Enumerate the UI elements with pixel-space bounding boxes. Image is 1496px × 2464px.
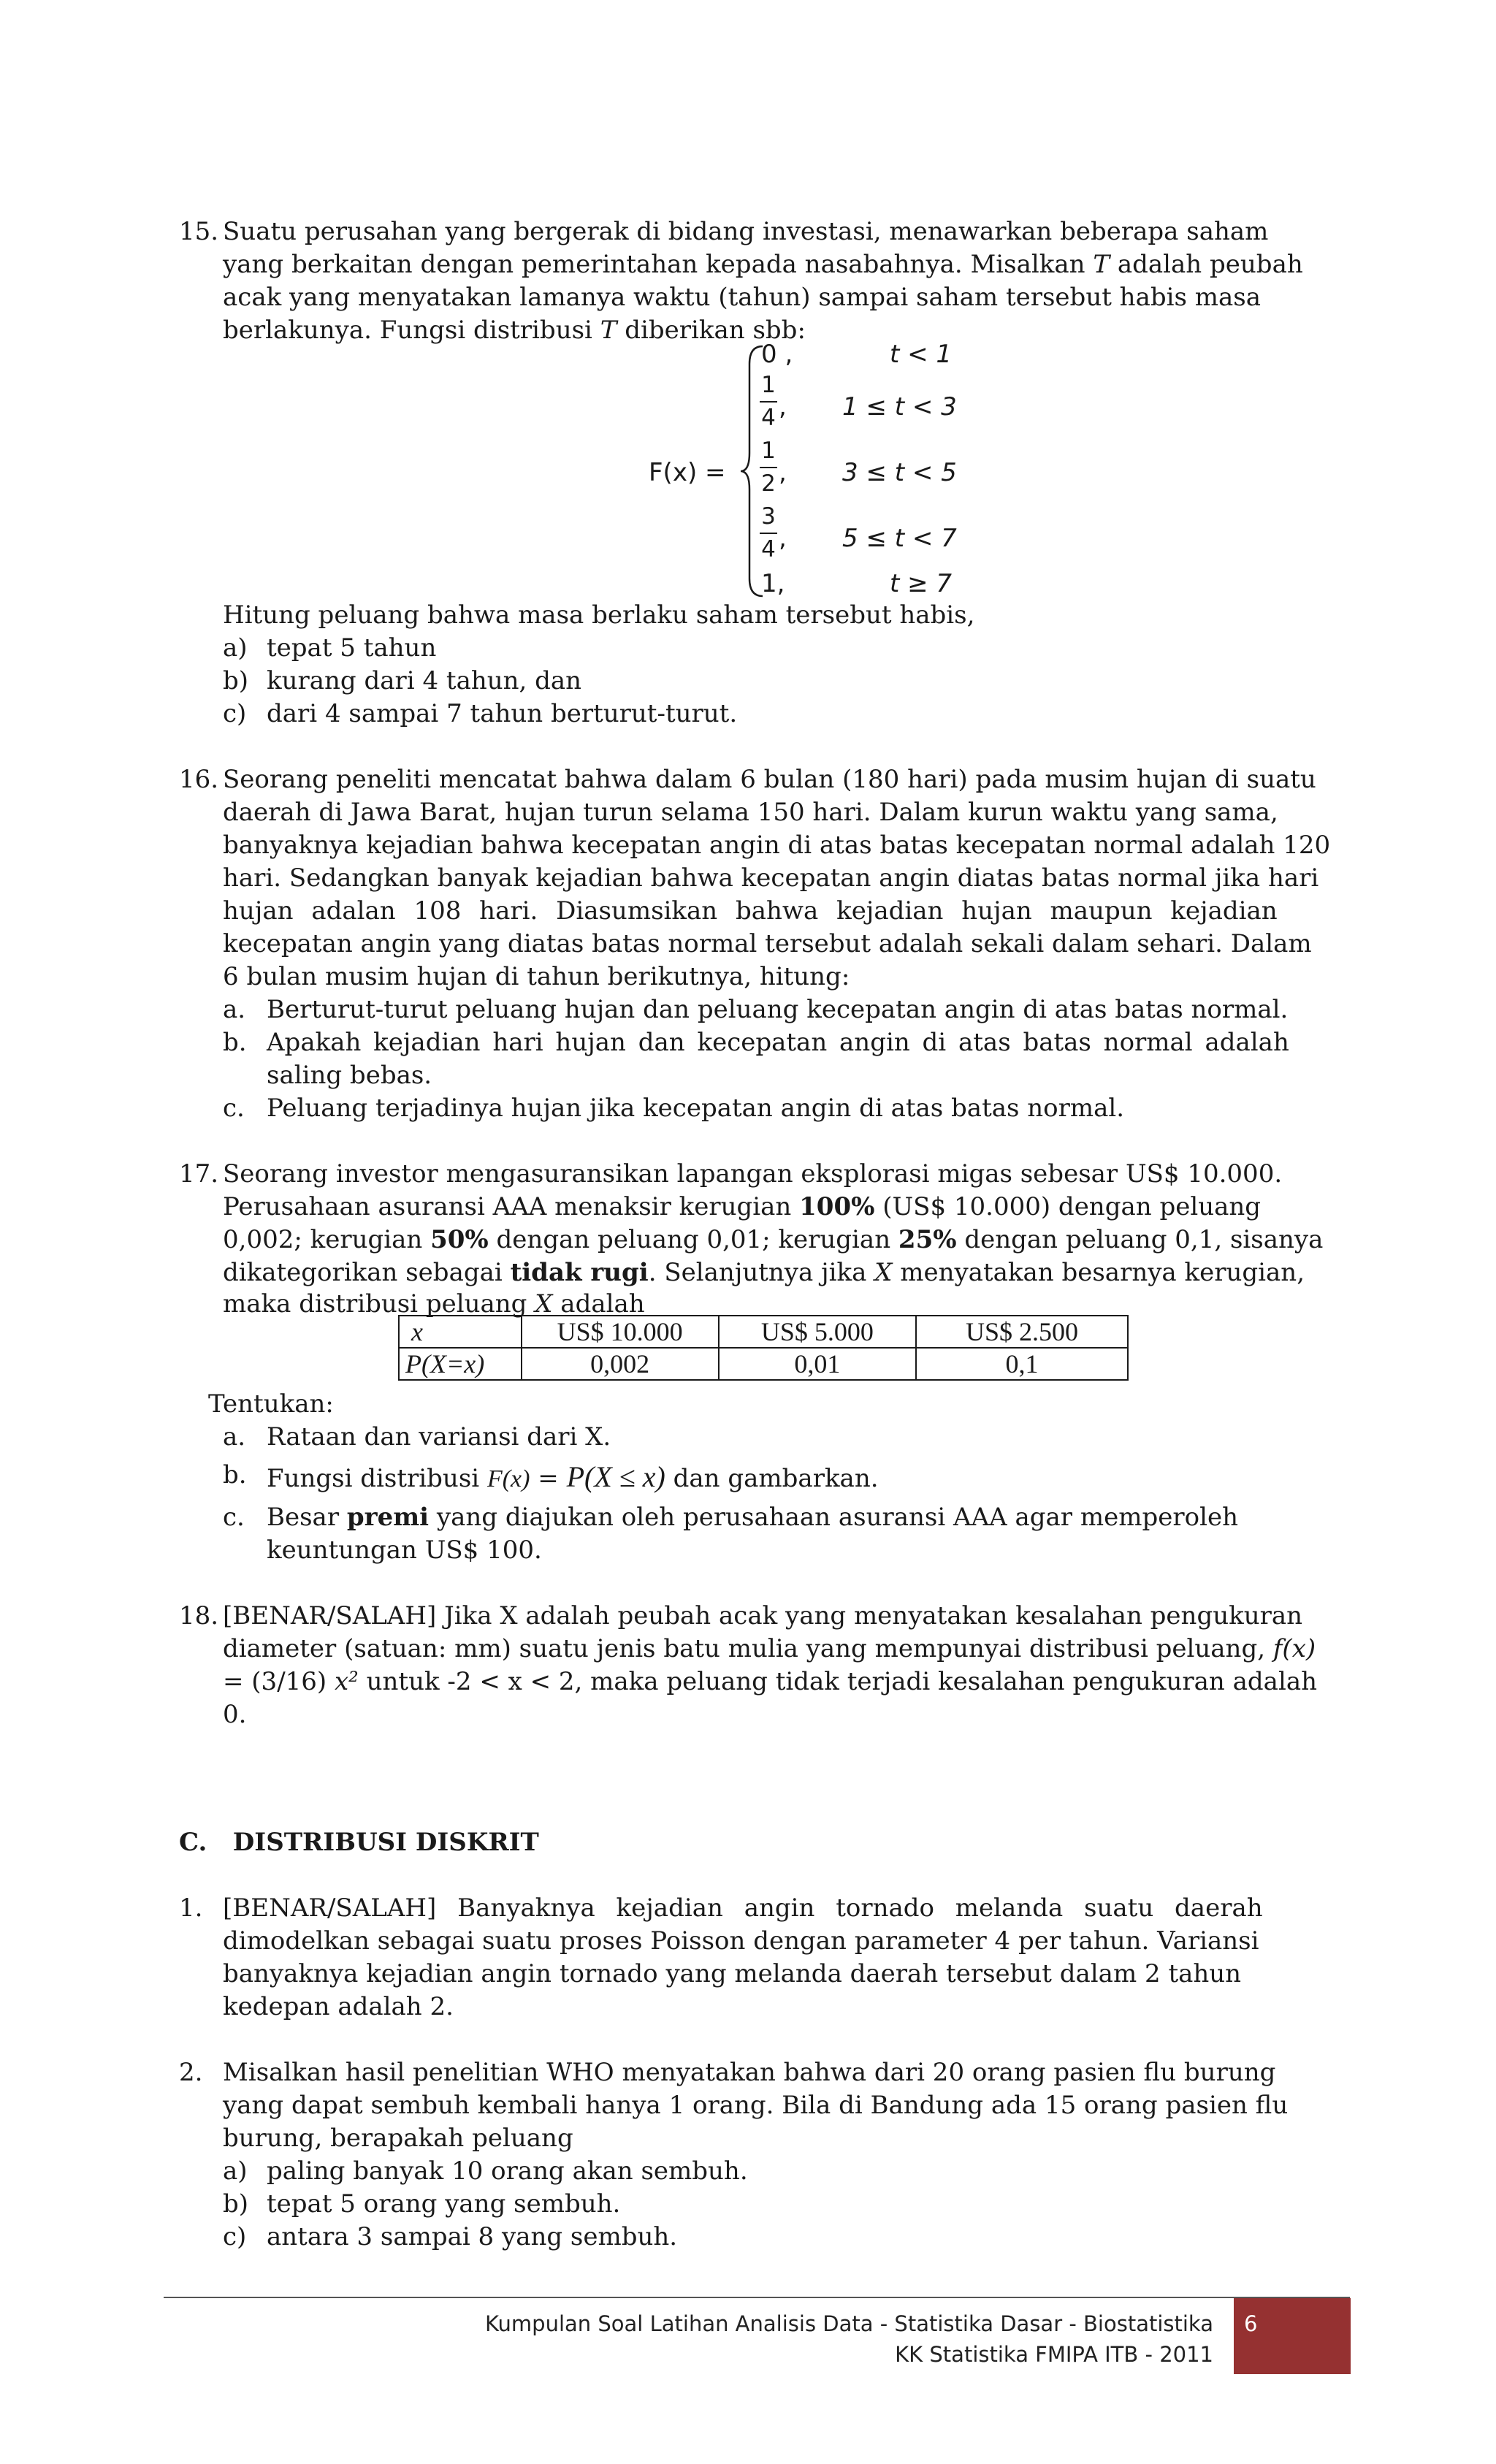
case-4-numerator: 3 [761,503,776,530]
case-2-comma: , [779,392,787,422]
case-3-comma: , [779,458,787,487]
c2-item-c-label: c) [223,2222,247,2251]
q17-item-c-rest: yang diajukan oleh perusahaan asuransi AAA agar memperoleh [436,1503,1238,1532]
q17-line-3 [223,1227,1323,1252]
q17-line-5 [223,1289,645,1319]
c2-item-b-label: b) [223,2189,249,2219]
q15-line-2 [223,252,1303,277]
c1-line-1: [BENAR/SALAH] Banyaknya kejadian angin tornado melanda suatu daerah [223,1893,1263,1923]
case-4-denominator: 4 [761,536,776,562]
footer-rule [164,2297,1350,2298]
case-4-comma: , [779,524,787,553]
q16-line-6: kecepatan angin yang diatas batas normal tersebut adalah sekali dalam sehari. Dalam [223,929,1312,958]
q15-line-1 [223,219,1337,244]
footer-subtitle: KK Statistika FMIPA ITB - 2011 [895,2342,1213,2367]
q18-line-2 [223,1636,1316,1661]
case-2-numerator: 1 [761,372,776,398]
q17-item-b-label: b. [223,1460,247,1490]
q17-item-c-text: Besar [267,1503,340,1532]
q15-item-b-label: b) [223,666,249,695]
q18-line-3 [223,1669,1317,1694]
q17-line-2a: Perusahaan asuransi AAA menaksir kerugian [223,1192,792,1221]
q16-line-2: daerah di Jawa Barat, hujan turun selama 150 hari. Dalam kurun waktu yang sama, [223,798,1278,827]
table-cell: US$ 5.000 [719,1316,916,1348]
q16-line-3: banyaknya kejadian bahwa kecepatan angin di atas batas kecepatan normal adalah 120 [223,831,1331,860]
q18-line-3c: untuk -2 < x < 2, maka peluang tidak terjadi kesalahan pengukuran adalah [366,1667,1317,1696]
case-3-denominator: 2 [761,470,776,497]
q17-no-loss: tidak rugi [510,1258,649,1287]
q17-line-3c: dengan peluang 0,01; kerugian [496,1225,891,1254]
case-4-condition: 5 ≤ t < 7 [842,524,957,553]
table-cell: P(X=x) [399,1348,522,1380]
q16-item-a-label: a. [223,995,246,1024]
page-number: 6 [1244,2311,1258,2336]
q17-item-c-line-2: keuntungan US$ 100. [267,1536,542,1565]
q17-item-c-label: c. [223,1503,245,1532]
q17-loss-100: 100% [799,1192,875,1221]
q15-line-4 [223,318,806,343]
q17-line-3a: 0,002; kerugian [223,1225,423,1254]
table-cell: US$ 2.500 [916,1316,1128,1348]
q16-item-c-label: c. [223,1094,245,1123]
table-cell: 0,1 [916,1348,1128,1380]
q17-fx: F(x) [486,1465,530,1492]
q15-item-b: kurang dari 4 tahun, dan [267,666,582,695]
q18-line-1: [BENAR/SALAH] Jika X adalah peubah acak yang menyatakan kesalahan pengukuran [223,1601,1303,1630]
q17-item-b-text: Fungsi distribusi [267,1464,480,1493]
table-row [399,1348,1128,1380]
q16-line-7: 6 bulan musim hujan di tahun berikutnya, hitung: [223,962,850,991]
c2-item-a-label: a) [223,2156,248,2186]
fraction-bar [760,533,777,534]
q16-item-b-line-2: saling bebas. [267,1061,432,1090]
q17-item-b [267,1462,879,1492]
q17-line-4c: . Selanjutnya jika [648,1258,867,1287]
q15-text-4b: diberikan sbb: [625,316,806,345]
fraction-bar [760,401,777,403]
q17-line-4a: dikategorikan sebagai [223,1258,503,1287]
c2-line-2: yang dapat sembuh kembali hanya 1 orang. Bila di Bandung ada 15 orang pasien flu [223,2091,1289,2120]
c1-line-4: kedepan adalah 2. [223,1992,454,2021]
q17-line-4e: menyatakan besarnya kerugian, [900,1258,1305,1287]
q15-text-4: berlakunya. Fungsi distribusi [223,316,592,345]
q15-text-1: Suatu perusahan yang bergerak di bidang investasi, menawarkan beberapa saham [223,217,1269,246]
question-17-number: 17. [179,1159,219,1189]
q15-var-t: T [1093,250,1110,279]
case-4-fraction [760,503,777,562]
case-3-fraction [760,440,777,495]
q17-item-a: Rataan dan variansi dari X. [267,1422,611,1452]
q15-text-2: yang berkaitan dengan pemerintahan kepada nasabahnya. Misalkan [223,250,1085,279]
case-5-condition: t ≥ 7 [890,569,953,598]
q15-text-3: acak yang menyatakan lamanya waktu (tahun) sampai saham tersebut habis masa [223,283,1261,312]
q18-line-4: 0. [223,1700,247,1729]
question-18-number: 18. [179,1601,219,1630]
q15-line-3 [223,285,1261,310]
q15-text-2b: adalah peubah [1117,250,1303,279]
q15-item-a-label: a) [223,633,248,663]
function-label: F(x) = [649,458,726,487]
case-2-fraction [760,374,777,430]
q17-line-2 [223,1194,1261,1219]
c1-line-3: banyaknya kejadian angin tornado yang melanda daerah tersebut dalam 2 tahun [223,1959,1242,1988]
table-cell: x [399,1316,522,1348]
q16-line-1: Seorang peneliti mencatat bahwa dalam 6 bulan (180 hari) pada musim hujan di suatu [223,765,1316,794]
q17-loss-25: 25% [898,1225,957,1254]
table-cell: US$ 10.000 [522,1316,719,1348]
probability-table [398,1315,1129,1381]
case-5-value: 1, [761,569,785,598]
case-2-denominator: 4 [761,405,776,431]
q17-line-1: Seorang investor mengasuransikan lapangan eksplorasi migas sebesar US$ 10.000. [223,1159,1283,1189]
table-cell: 0,01 [719,1348,916,1380]
c2-item-a: paling banyak 10 orang akan sembuh. [267,2156,748,2186]
page-number-box [1234,2298,1351,2374]
case-2-condition: 1 ≤ t < 3 [842,392,957,422]
q18-fx: f(x) [1272,1634,1316,1663]
q15-item-c-label: c) [223,699,247,728]
q18-line-3a: = (3/16) [223,1667,327,1696]
q15-item-c: dari 4 sampai 7 tahun berturut-turut. [267,699,738,728]
c2-item-c: antara 3 sampai 8 yang sembuh. [267,2222,678,2251]
q17-line-5c: adalah [560,1289,645,1319]
section-c-heading: C. DISTRIBUSI DISKRIT [179,1828,539,1857]
q15-var-t-2: T [600,316,617,345]
q17-line-4 [223,1260,1305,1285]
q18-line-2a: diameter (satuan: mm) suatu jenis batu mulia yang mempunyai distribusi peluang, [223,1634,1266,1663]
q17-var-x: X [874,1258,893,1287]
c1-number: 1. [179,1893,203,1923]
c2-item-b: tepat 5 orang yang sembuh. [267,2189,621,2219]
q17-item-a-label: a. [223,1422,246,1452]
q17-px: P(X ≤ x) [566,1460,665,1493]
q16-line-5: hujan adalan 108 hari. Diasumsikan bahwa kejadian hujan maupun kejadian [223,896,1278,926]
table-cell: 0,002 [522,1348,719,1380]
case-1-condition: t < 1 [890,340,953,369]
q16-item-b-line-1: Apakah kejadian hari hujan dan kecepatan angin di atas batas normal adalah [267,1028,1289,1057]
table-row [399,1316,1128,1348]
case-3-condition: 3 ≤ t < 5 [842,458,957,487]
q16-item-c: Peluang terjadinya hujan jika kecepatan angin di atas batas normal. [267,1094,1125,1123]
c2-line-3: burung, berapakah peluang [223,2124,573,2153]
q17-var-x-2: X [535,1289,553,1319]
q17-line-3e: dengan peluang 0,1, sisanya [964,1225,1324,1254]
question-15-number: 15. [179,217,219,246]
q18-x-squared: x² [335,1667,359,1696]
c2-line-1: Misalkan hasil penelitian WHO menyatakan bahwa dari 20 orang pasien flu burung [223,2058,1276,2087]
q17-equals: = [538,1464,559,1493]
c2-number: 2. [179,2058,203,2087]
footer-title: Kumpulan Soal Latihan Analisis Data - Statistika Dasar - Biostatistika [484,2311,1213,2336]
q16-line-4: hari. Sedangkan banyak kejadian bahwa kecepatan angin diatas batas normal jika hari [223,863,1319,893]
q17-line-5a: maka distribusi peluang [223,1289,527,1319]
q17-loss-50: 50% [430,1225,489,1254]
q17-item-b-end: dan gambarkan. [673,1464,879,1493]
q16-item-b-label: b. [223,1028,247,1057]
q17-line-2c: (US$ 10.000) dengan peluang [882,1192,1262,1221]
q15-item-a: tepat 5 tahun [267,633,437,663]
case-3-numerator: 1 [761,438,776,464]
q17-prompt: Tentukan: [208,1389,334,1419]
case-1-value: 0 , [761,340,793,369]
c1-line-2: dimodelkan sebagai suatu proses Poisson dengan parameter 4 per tahun. Variansi [223,1926,1259,1956]
q17-item-c [267,1505,1238,1530]
q15-prompt: Hitung peluang bahwa masa berlaku saham tersebut habis, [223,600,975,630]
question-16-number: 16. [179,765,219,794]
q16-item-a: Berturut-turut peluang hujan dan peluang kecepatan angin di atas batas normal. [267,995,1289,1024]
q17-premi: premi [346,1503,430,1532]
fraction-bar [760,467,777,468]
